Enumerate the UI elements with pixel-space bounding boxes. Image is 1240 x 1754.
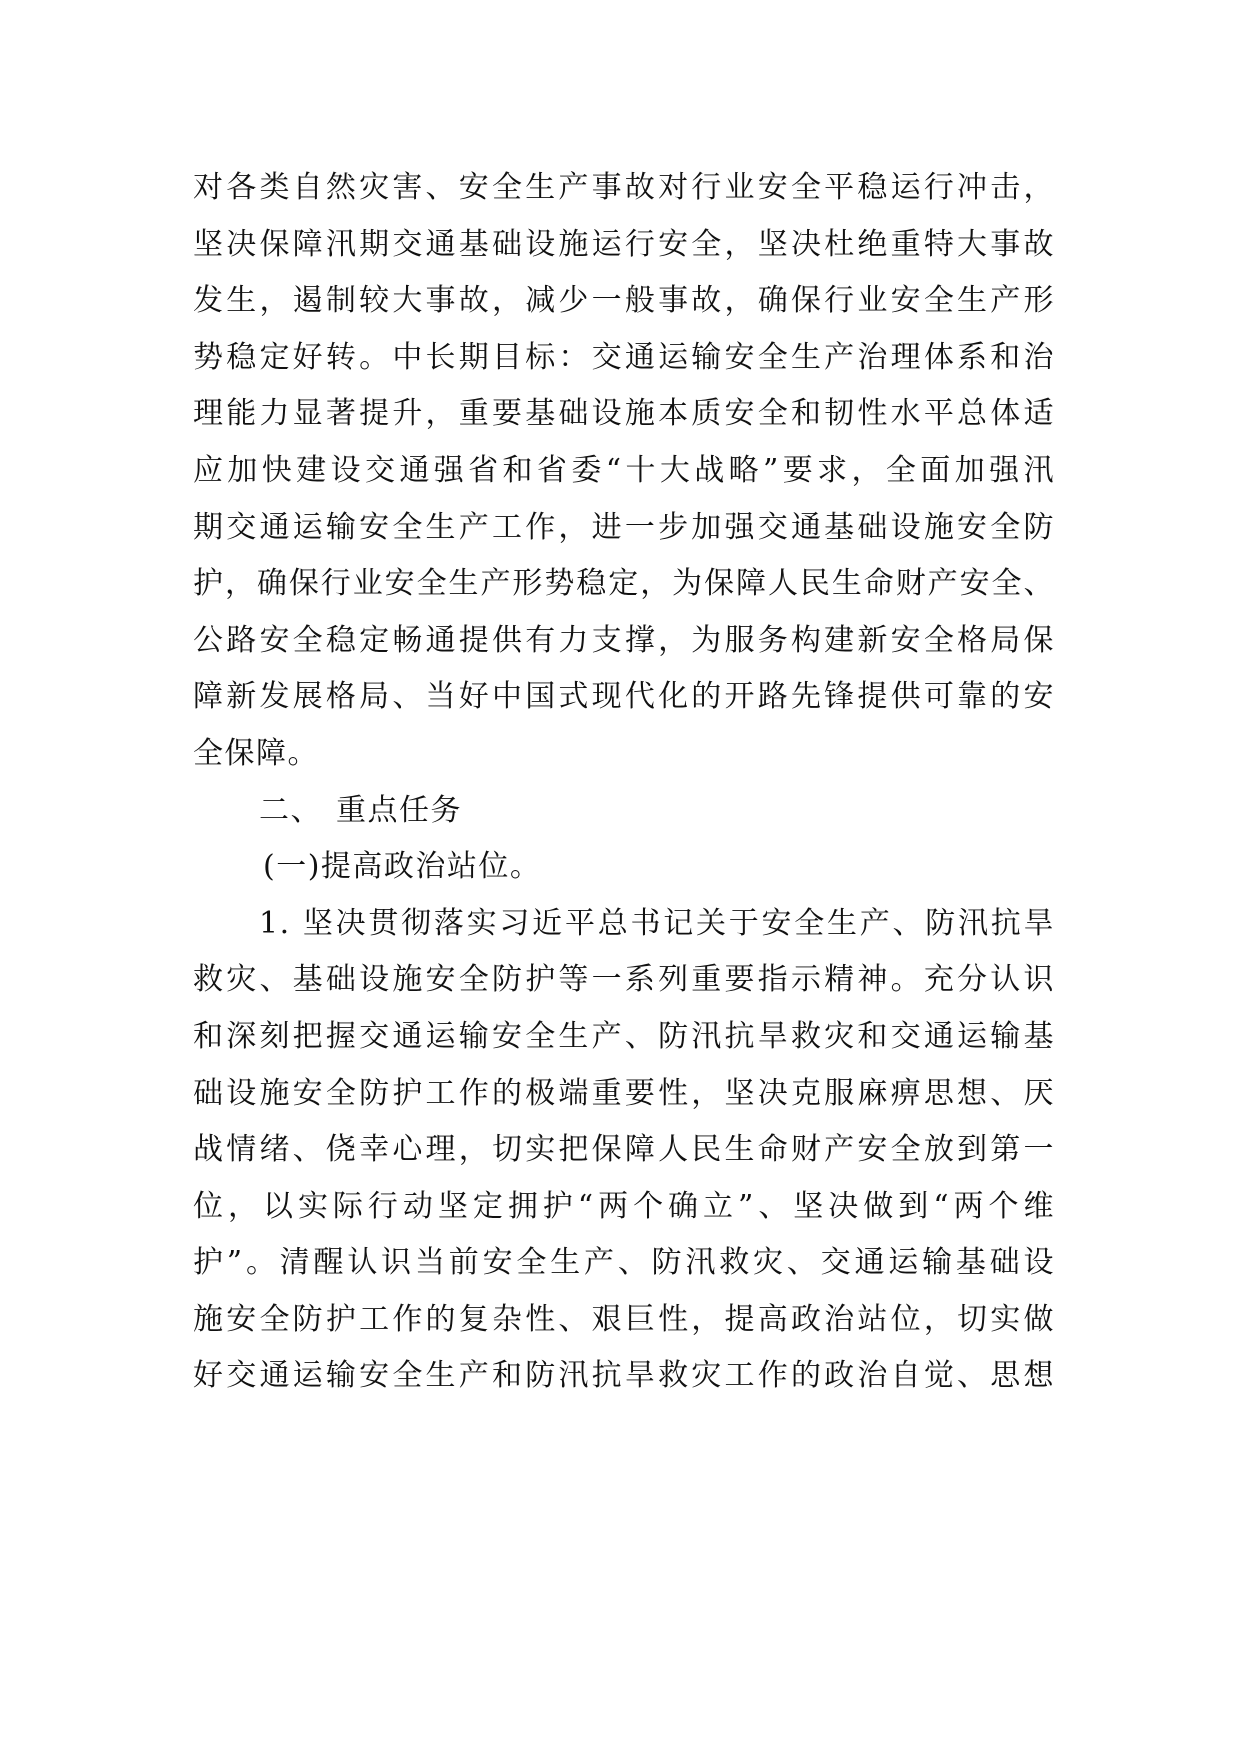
text-line: 发生，遏制较大事故，减少一般事故，确保行业安全生产形: [193, 283, 1055, 319]
paragraph-goals: [193, 160, 1055, 783]
text-line: 和深刻把握交通运输安全生产、防汛抗旱救灾和交通运输基: [193, 1018, 1055, 1054]
text-line: 全保障。: [193, 735, 319, 771]
text-line: 对各类自然灾害、安全生产事故对行业安全平稳运行冲击，: [193, 170, 1055, 205]
section-heading: [193, 783, 1055, 840]
paragraph-task-1: [193, 896, 1055, 1405]
text-line: 应加快建设交通强省和省委“十大战略”要求，全面加强汛: [193, 452, 1055, 488]
text-line: 施安全防护工作的复杂性、艰巨性，提高政治站位，切实做: [193, 1301, 1055, 1337]
subsection-heading: (一)提高政治站位。: [263, 849, 542, 885]
text-line: 战情绪、侥幸心理，切实把保障人民生命财产安全放到第一: [193, 1132, 1055, 1168]
text-line: 救灾、基础设施安全防护等一系列重要指示精神。充分认识: [193, 962, 1055, 998]
section-title: 重点任务: [336, 792, 462, 828]
text-line: 础设施安全防护工作的极端重要性，坚决克服麻痹思想、厌: [193, 1075, 1055, 1111]
text-line: 护，确保行业安全生产形势稳定，为保障人民生命财产安全、: [193, 566, 1055, 602]
text-line: 公路安全稳定畅通提供有力支撑，为服务构建新安全格局保: [193, 622, 1055, 658]
text-line: 位，以实际行动坚定拥护“两个确立”、坚决做到“两个维: [193, 1188, 1055, 1224]
text-line: 期交通运输安全生产工作，进一步加强交通基础设施安全防: [193, 509, 1055, 545]
text-line: 势稳定好转。中长期目标：交通运输安全生产治理体系和治: [193, 339, 1055, 375]
text-line: 好交通运输安全生产和防汛抗旱救灾工作的政治自觉、思想: [193, 1358, 1055, 1394]
document-body: [193, 160, 1055, 1405]
text-line: 障新发展格局、当好中国式现代化的开路先锋提供可靠的安: [193, 679, 1055, 715]
text-line: 坚决保障汛期交通基础设施运行安全，坚决杜绝重特大事故: [193, 226, 1055, 262]
text-line: 1. 坚决贯彻落实习近平总书记关于安全生产、防汛抗旱: [259, 905, 1055, 941]
text-line: 护”。清醒认识当前安全生产、防汛救灾、交通运输基础设: [193, 1245, 1055, 1281]
section-number: 二、: [259, 792, 322, 828]
text-line: 理能力显著提升，重要基础设施本质安全和韧性水平总体适: [193, 396, 1055, 432]
